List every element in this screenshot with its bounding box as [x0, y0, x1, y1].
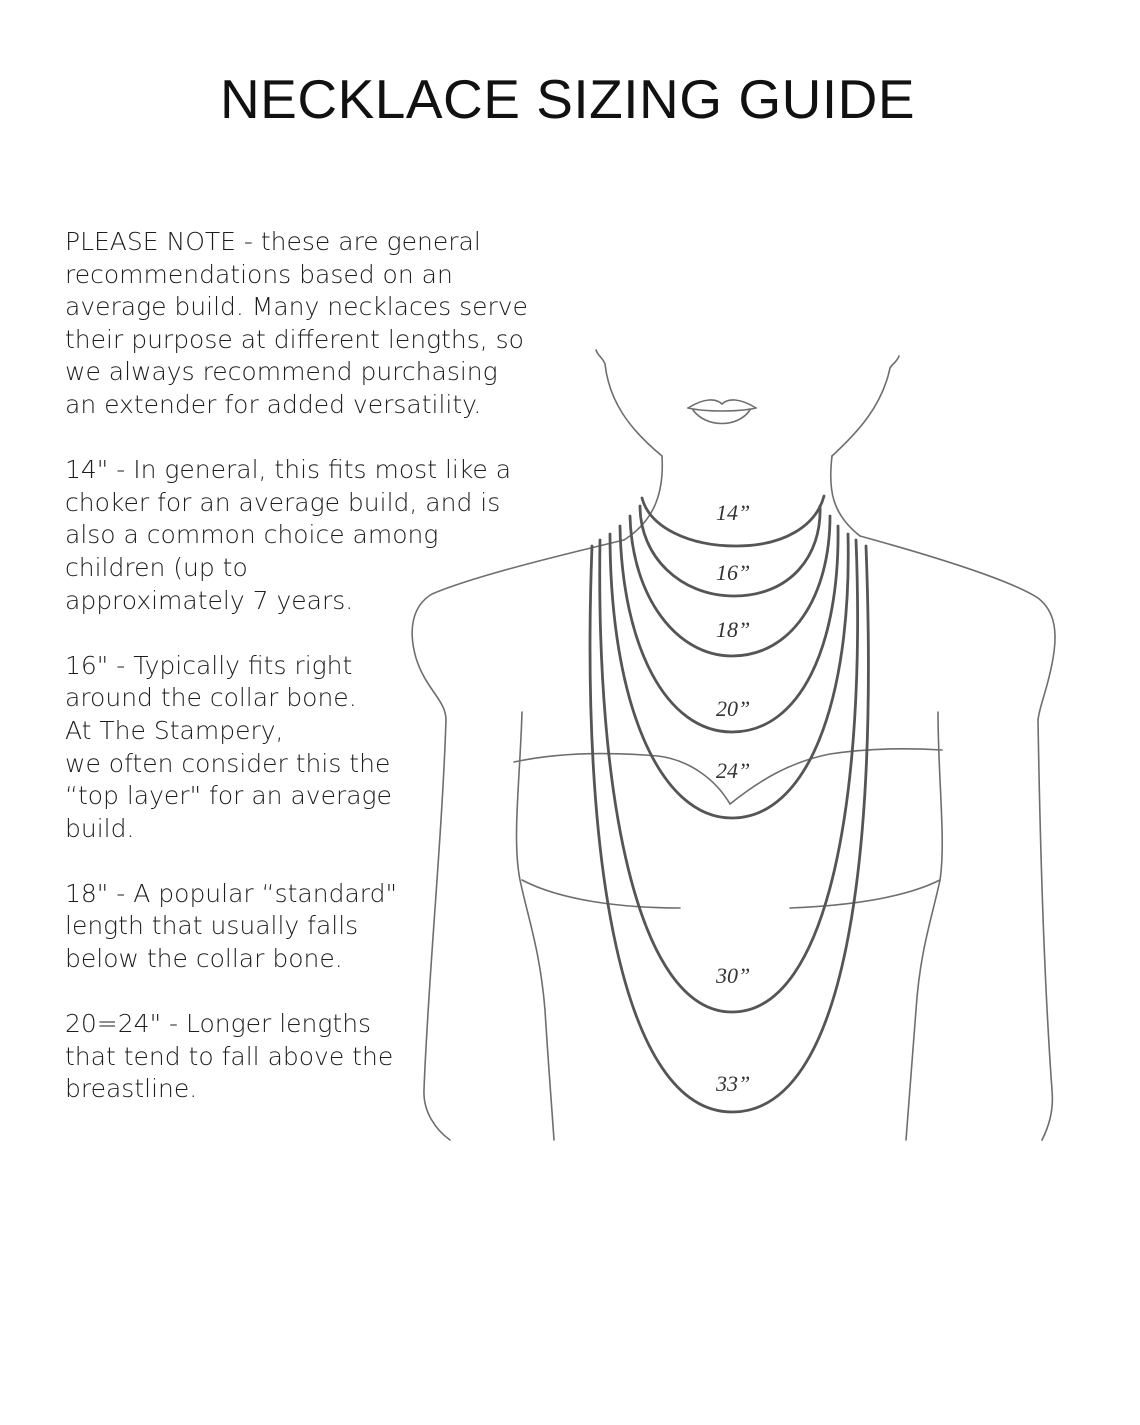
- note-line: we always recommend purchasing: [65, 357, 498, 387]
- label-33-inch: 33”: [716, 1071, 751, 1096]
- figure-outline: [412, 350, 1055, 1140]
- label-14-inch: 14”: [716, 500, 751, 525]
- note-line: an extender for added versatility.: [65, 389, 482, 419]
- note-line: “top layer" for an average: [65, 781, 392, 811]
- note-line: 14" - In general, this fits most like a: [65, 455, 512, 485]
- note-line: below the collar bone.: [65, 944, 343, 974]
- arm-left: [424, 720, 450, 1140]
- note-line: length that usually falls: [65, 911, 359, 941]
- jaw-right: [832, 356, 899, 456]
- note-line: children (up to: [65, 552, 248, 582]
- note-line: At The Stampery,: [65, 715, 284, 745]
- arm-right: [1038, 720, 1052, 1140]
- note-line: 16" - Typically fits right: [65, 650, 353, 680]
- jaw-left: [596, 350, 662, 456]
- note-line: build.: [65, 813, 135, 843]
- lower-lip: [693, 410, 750, 424]
- label-30-inch: 30”: [716, 963, 751, 988]
- note-line: 20=24" - Longer lengths: [65, 1009, 372, 1039]
- upper-lip: [688, 400, 756, 408]
- torso-left: [517, 712, 554, 1140]
- note-line: average build. Many necklaces serve: [65, 292, 528, 322]
- note-line: choker for an average build, and is: [65, 487, 501, 517]
- page-title: NECKLACE SIZING GUIDE: [219, 68, 916, 130]
- note-line: around the collar bone.: [65, 683, 357, 713]
- note-line: their purpose at different lengths, so: [65, 324, 524, 354]
- label-18-inch: 18”: [716, 617, 751, 642]
- note-line: that tend to fall above the: [65, 1041, 394, 1071]
- breast-left: [522, 880, 680, 908]
- neck-right: [831, 456, 860, 536]
- breast-right: [790, 880, 940, 908]
- note-line: approximately 7 years.: [65, 585, 354, 615]
- length-labels: [715, 500, 750, 1096]
- shoulder-right: [860, 536, 1055, 720]
- torso-right: [906, 712, 942, 1140]
- label-20-inch: 20”: [716, 696, 751, 721]
- necklace-length-diagram: [405, 340, 1060, 1160]
- label-24-inch: 24”: [716, 758, 751, 783]
- note-line: recommendations based on an: [65, 259, 453, 289]
- torso-illustration: [405, 340, 1060, 1160]
- note-line: we often consider this the: [65, 748, 391, 778]
- note-line: also a common choice among: [65, 520, 439, 550]
- label-16-inch: 16”: [716, 560, 751, 585]
- note-line: breastline.: [65, 1074, 198, 1104]
- note-line: 18" - A popular “standard": [65, 878, 397, 908]
- lip-line: [688, 408, 756, 411]
- note-line: PLEASE NOTE - these are general: [65, 227, 481, 256]
